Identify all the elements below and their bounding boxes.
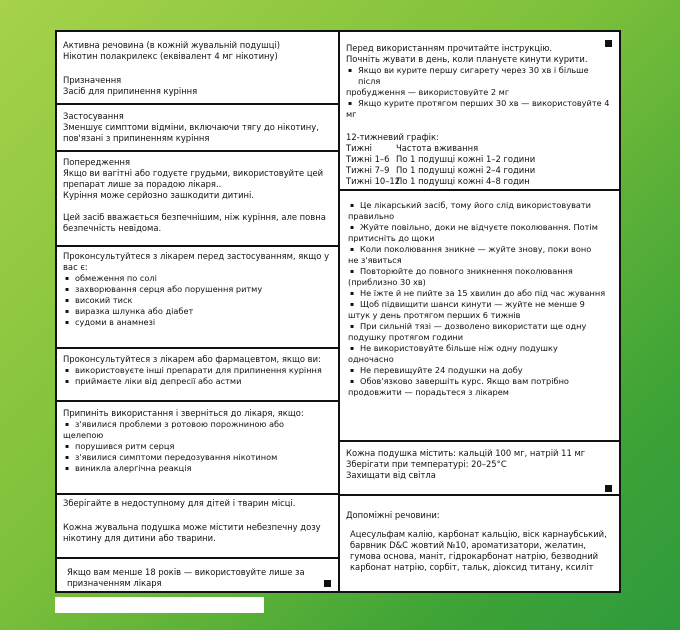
- divider: [340, 440, 619, 442]
- list-item-line: притисніть до щоки: [348, 233, 435, 243]
- storage-section: [57, 498, 338, 544]
- age-note-line: призначенням лікаря: [67, 578, 162, 588]
- label-panel: [55, 30, 621, 593]
- list-item: [63, 419, 332, 441]
- list-item: ▪ високий тиск: [63, 295, 332, 306]
- age-note-section: [57, 567, 338, 589]
- directions-intro: Почніть жувати в день, коли плануєте кинути курити.: [346, 54, 588, 64]
- schedule-header-row: [346, 143, 613, 154]
- tips-section: [340, 200, 619, 398]
- list-item-line: щелепою: [63, 430, 104, 440]
- list-item: ▪ захворювання серця або порушення ритму: [63, 284, 332, 295]
- left-column: [57, 32, 338, 591]
- inactive-line: карбонат натрію, сорбіт, тальк, діоксид титану, ксиліт: [350, 562, 594, 572]
- list-item-line: (приблизно 30 хв): [348, 277, 426, 287]
- schedule-row: [346, 154, 613, 165]
- list-item-line: При сильній тязі — дозволено використати ще одну: [360, 321, 587, 331]
- divider: [57, 400, 338, 402]
- warnings-line: препарат лише за порадою лікаря..: [63, 179, 222, 189]
- list-item-line: правильно: [348, 211, 395, 221]
- list-item: ▪ використовуєте інші препарати для припинення куріння: [63, 365, 332, 376]
- divider: [340, 494, 619, 496]
- consult-doctor-heading: Проконсультуйтеся з лікарем перед застосуванням, якщо у: [63, 251, 330, 261]
- list-item-line: Не використовуйте більше ніж одну подушку: [360, 343, 558, 353]
- list-item: [348, 299, 613, 321]
- consult-doctor-heading: вас є:: [63, 262, 88, 272]
- directions-section: [340, 43, 619, 187]
- list-item: [348, 222, 613, 244]
- inactive-line: Ацесульфам калію, карбонат кальцію, віск карнаубський,: [350, 529, 607, 539]
- divider: [57, 245, 338, 247]
- list-item: [346, 65, 613, 98]
- list-item-line: Якщо курите протягом перших 30 хв — використовуйте 4: [358, 98, 610, 108]
- divider: [340, 189, 619, 191]
- consult-pharmacist-section: [57, 354, 338, 387]
- divider: [57, 347, 338, 349]
- safety-line: Цей засіб вважається безпечнішим, ніж куріння, але повна: [63, 212, 326, 222]
- schedule-header-cell: Частота вживання: [396, 143, 479, 153]
- other-info-line: Зберігати при температурі: 20–25°C: [346, 459, 507, 469]
- other-info-line: Кожна подушка містить: кальцій 100 мг, натрій 11 мг: [346, 448, 586, 458]
- warnings-line: Куріння може серйозно зашкодити дитині.: [63, 190, 255, 200]
- schedule-table: [346, 143, 613, 187]
- list-item-line: з'явилися проблеми з ротовою порожниною або: [75, 419, 285, 429]
- purpose-heading: Призначення: [63, 75, 122, 85]
- other-info-line: Захищати від світла: [346, 470, 436, 480]
- schedule-cell: По 1 подушці кожні 4–8 годин: [396, 176, 530, 186]
- stop-use-section: [57, 408, 338, 474]
- schedule-row: [346, 165, 613, 176]
- corner-mark: [605, 485, 612, 492]
- danger-line: Кожна жувальна подушка може містити небезпечну дозу: [63, 522, 321, 532]
- list-item-line: не з'явиться: [348, 255, 402, 265]
- list-item: [348, 266, 613, 288]
- usage-heading: Застосування: [63, 111, 124, 121]
- list-item: ▪ виникла алергічна реакція: [63, 463, 332, 474]
- inactive-ingredients-section: [340, 510, 619, 573]
- list-item: ▪ обмеження по солі: [63, 273, 332, 284]
- active-ingredient-heading: Активна речовина (в кожній жувальній подушці): [63, 40, 281, 50]
- list-item-line: Жуйте повільно, доки не відчуєте поколювання. Потім: [360, 222, 598, 232]
- active-ingredient-section: [57, 40, 338, 97]
- active-ingredient-value: Нікотин полакрилекс (еквівалент 4 мг нікотину): [63, 51, 278, 61]
- right-column: [340, 32, 619, 591]
- schedule-cell: По 1 подушці кожні 1–2 години: [396, 154, 536, 164]
- list-item: [348, 376, 613, 398]
- schedule-cell: Тижні 10–12: [346, 176, 401, 186]
- white-strip: [55, 597, 264, 613]
- list-item-line: Це лікарський засіб, тому його слід використовувати: [360, 200, 592, 210]
- schedule-cell: По 1 подушці кожні 2–4 години: [396, 165, 536, 175]
- list-item: ▪ з'явилися симптоми передозування нікотином: [63, 452, 332, 463]
- list-item-line: Коли поколювання зникне — жуйте знову, поки воно: [360, 244, 592, 254]
- schedule-header-cell: Тижні: [346, 143, 372, 153]
- divider: [57, 150, 338, 152]
- list-item: ▪ виразка шлунка або діабет: [63, 306, 332, 317]
- consult-pharmacist-list: [63, 365, 332, 387]
- divider: [57, 493, 338, 495]
- list-item: [346, 98, 613, 120]
- warnings-line: Якщо ви вагітні або годуєте грудьми, використовуйте цей: [63, 168, 324, 178]
- consult-doctor-list: [63, 273, 332, 328]
- list-item-line: продовжити — порадьтеся з лікарем: [348, 387, 509, 397]
- purpose-value: Засіб для припинення куріння: [63, 86, 198, 96]
- danger-line: нікотину для дитини або тварини.: [63, 533, 216, 543]
- list-item-line: пробудження — використовуйте 2 мг: [346, 87, 510, 97]
- list-item: [348, 200, 613, 222]
- list-item-line: мг: [346, 109, 357, 119]
- list-item: ▪ Не перевищуйте 24 подушки на добу: [348, 365, 613, 376]
- list-item-line: подушку протягом години: [348, 332, 464, 342]
- list-item: [348, 321, 613, 343]
- list-item: ▪ Не їжте й не пийте за 15 хвилин до або під час жування: [348, 288, 613, 299]
- divider: [57, 557, 338, 559]
- dose-selection-list: [346, 65, 613, 120]
- list-item-line: штук у день протягом перших 6 тижнів: [348, 310, 521, 320]
- inactive-line: барвник D&C жовтий №10, ароматизатори, желатин,: [350, 540, 587, 550]
- list-item: [348, 244, 613, 266]
- schedule-title: 12-тижневий графік:: [346, 132, 439, 142]
- usage-section: [57, 111, 338, 144]
- list-item: [348, 343, 613, 365]
- warnings-heading: Попередження: [63, 157, 130, 167]
- stop-use-heading: Припиніть використання і зверніться до лікаря, якщо:: [63, 408, 304, 418]
- consult-doctor-section: [57, 251, 338, 328]
- tips-list: [348, 200, 613, 398]
- directions-intro: Перед використанням прочитайте інструкцію.: [346, 43, 553, 53]
- list-item-line: Якщо ви курите першу сигарету через 30 хв і більше після: [358, 65, 589, 86]
- list-item-line: Повторюйте до повного зникнення поколювання: [360, 266, 573, 276]
- inactive-line: гумова основа, маніт, гідрокарбонат натрію, безводний: [350, 551, 599, 561]
- age-note-line: Якщо вам менше 18 років — використовуйте лише за: [67, 567, 305, 577]
- list-item-line: Обов'язково завершіть курс. Якщо вам потрібно: [360, 376, 569, 386]
- inactive-heading: Допоміжні речовини:: [346, 510, 440, 520]
- warnings-section: [57, 157, 338, 234]
- list-item-line: Щоб підвищити шанси кинути — жуйте не менше 9: [360, 299, 585, 309]
- corner-mark: [324, 580, 331, 587]
- schedule-row: [346, 176, 613, 187]
- schedule-cell: Тижні 1–6: [346, 154, 390, 164]
- usage-line: пов'язані з припиненням куріння: [63, 133, 210, 143]
- list-item: ▪ судоми в анамнезі: [63, 317, 332, 328]
- list-item-line: одночасно: [348, 354, 394, 364]
- other-info-section: [340, 448, 619, 481]
- corner-mark: [605, 40, 612, 47]
- divider: [57, 103, 338, 105]
- schedule-cell: Тижні 7–9: [346, 165, 390, 175]
- list-item: ▪ приймаєте ліки від депресії або астми: [63, 376, 332, 387]
- consult-pharmacist-heading: Проконсультуйтеся з лікарем або фармацевтом, якщо ви:: [63, 354, 321, 364]
- stop-use-list: [63, 419, 332, 474]
- keep-away-text: Зберігайте в недоступному для дітей і тварин місці.: [63, 498, 296, 508]
- list-item: ▪ порушився ритм серця: [63, 441, 332, 452]
- safety-line: безпечність невідома.: [63, 223, 162, 233]
- usage-line: Зменшує симптоми відміни, включаючи тягу до нікотину,: [63, 122, 319, 132]
